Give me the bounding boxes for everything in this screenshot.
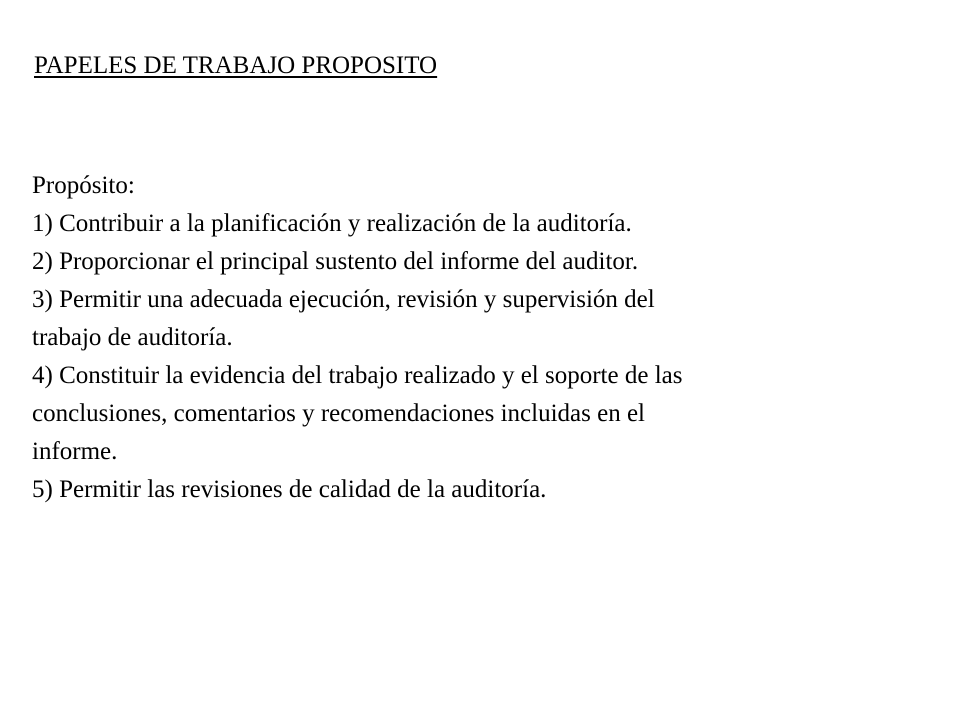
purpose-item-2: 2) Proporcionar el principal sustento del informe del auditor. — [32, 248, 639, 275]
purpose-item-3-line-2: trabajo de auditoría. — [32, 324, 233, 351]
purpose-item-1: 1) Contribuir a la planificación y realización de la auditoría. — [32, 210, 632, 237]
slide-body — [32, 167, 912, 509]
body-heading: Propósito: — [32, 172, 135, 199]
purpose-item-4-line-1: 4) Constituir la evidencia del trabajo realizado y el soporte de las — [32, 362, 683, 389]
purpose-item-4-line-3: informe. — [32, 438, 118, 465]
purpose-item-4-line-2: conclusiones, comentarios y recomendaciones incluidas en el — [32, 400, 645, 427]
purpose-item-5: 5) Permitir las revisiones de calidad de la auditoría. — [32, 476, 547, 503]
purpose-item-3-line-1: 3) Permitir una adecuada ejecución, revisión y supervisión del — [32, 286, 655, 313]
slide-title: PAPELES DE TRABAJO PROPOSITO — [34, 52, 438, 79]
